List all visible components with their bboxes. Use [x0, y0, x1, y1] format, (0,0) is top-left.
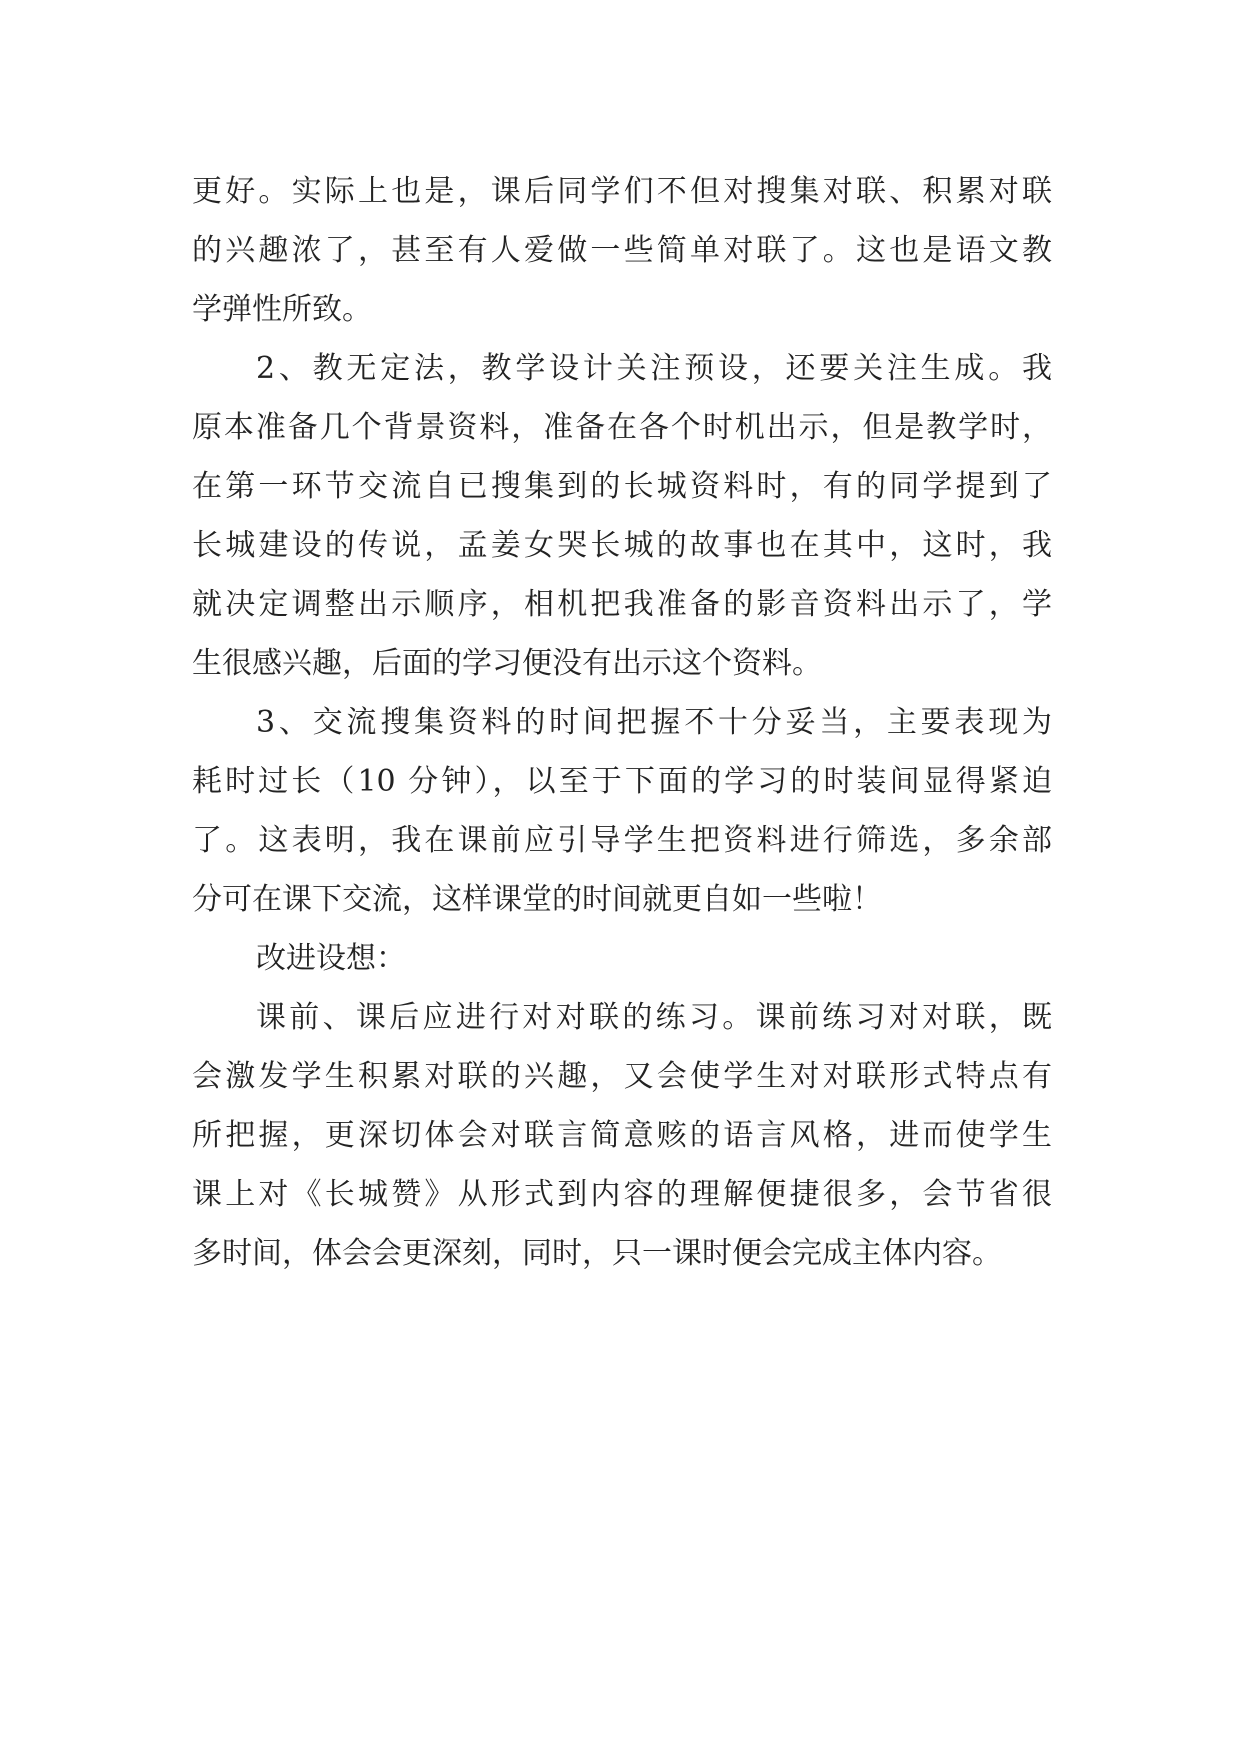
text-line: 在第一环节交流自已搜集到的长城资料时，有的同学提到了: [192, 469, 1052, 504]
text-line: 生很感兴趣，后面的学习便没有出示这个资料。: [192, 646, 822, 681]
text-line: 学弹性所致。: [192, 292, 372, 327]
text-line: 3、交流搜集资料的时间把握不十分妥当，主要表现为: [256, 705, 1052, 740]
text-line: 耗时过长（10 分钟），以至于下面的学习的时装间显得紧迫: [192, 764, 1052, 799]
document-body: [192, 162, 1052, 1283]
text-line: 原本准备几个背景资料，准备在各个时机出示，但是教学时，: [192, 410, 1052, 445]
text-line: 所把握，更深切体会对联言简意赅的语言风格，进而使学生: [192, 1118, 1052, 1153]
text-line: 会激发学生积累对联的兴趣，又会使学生对对联形式特点有: [192, 1059, 1052, 1094]
text-line: 的兴趣浓了，甚至有人爱做一些简单对联了。这也是语文教: [192, 233, 1052, 268]
text-line: 更好。实际上也是，课后同学们不但对搜集对联、积累对联: [192, 174, 1052, 209]
text-line: 分可在课下交流，这样课堂的时间就更自如一些啦！: [192, 882, 882, 917]
text-line: 多时间，体会会更深刻，同时，只一课时便会完成主体内容。: [192, 1236, 1002, 1271]
text-line: 2、教无定法，教学设计关注预设，还要关注生成。我: [256, 351, 1052, 386]
text-line: 就决定调整出示顺序，相机把我准备的影音资料出示了，学: [192, 587, 1052, 622]
section-heading: 改进设想：: [256, 941, 406, 976]
text-line: 长城建设的传说，孟姜女哭长城的故事也在其中，这时，我: [192, 528, 1052, 563]
text-line: 课上对《长城赞》从形式到内容的理解便捷很多，会节省很: [192, 1177, 1052, 1212]
text-line: 课前、课后应进行对对联的练习。课前练习对对联，既: [256, 1000, 1052, 1035]
text-line: 了。这表明，我在课前应引导学生把资料进行筛选，多余部: [192, 823, 1052, 858]
